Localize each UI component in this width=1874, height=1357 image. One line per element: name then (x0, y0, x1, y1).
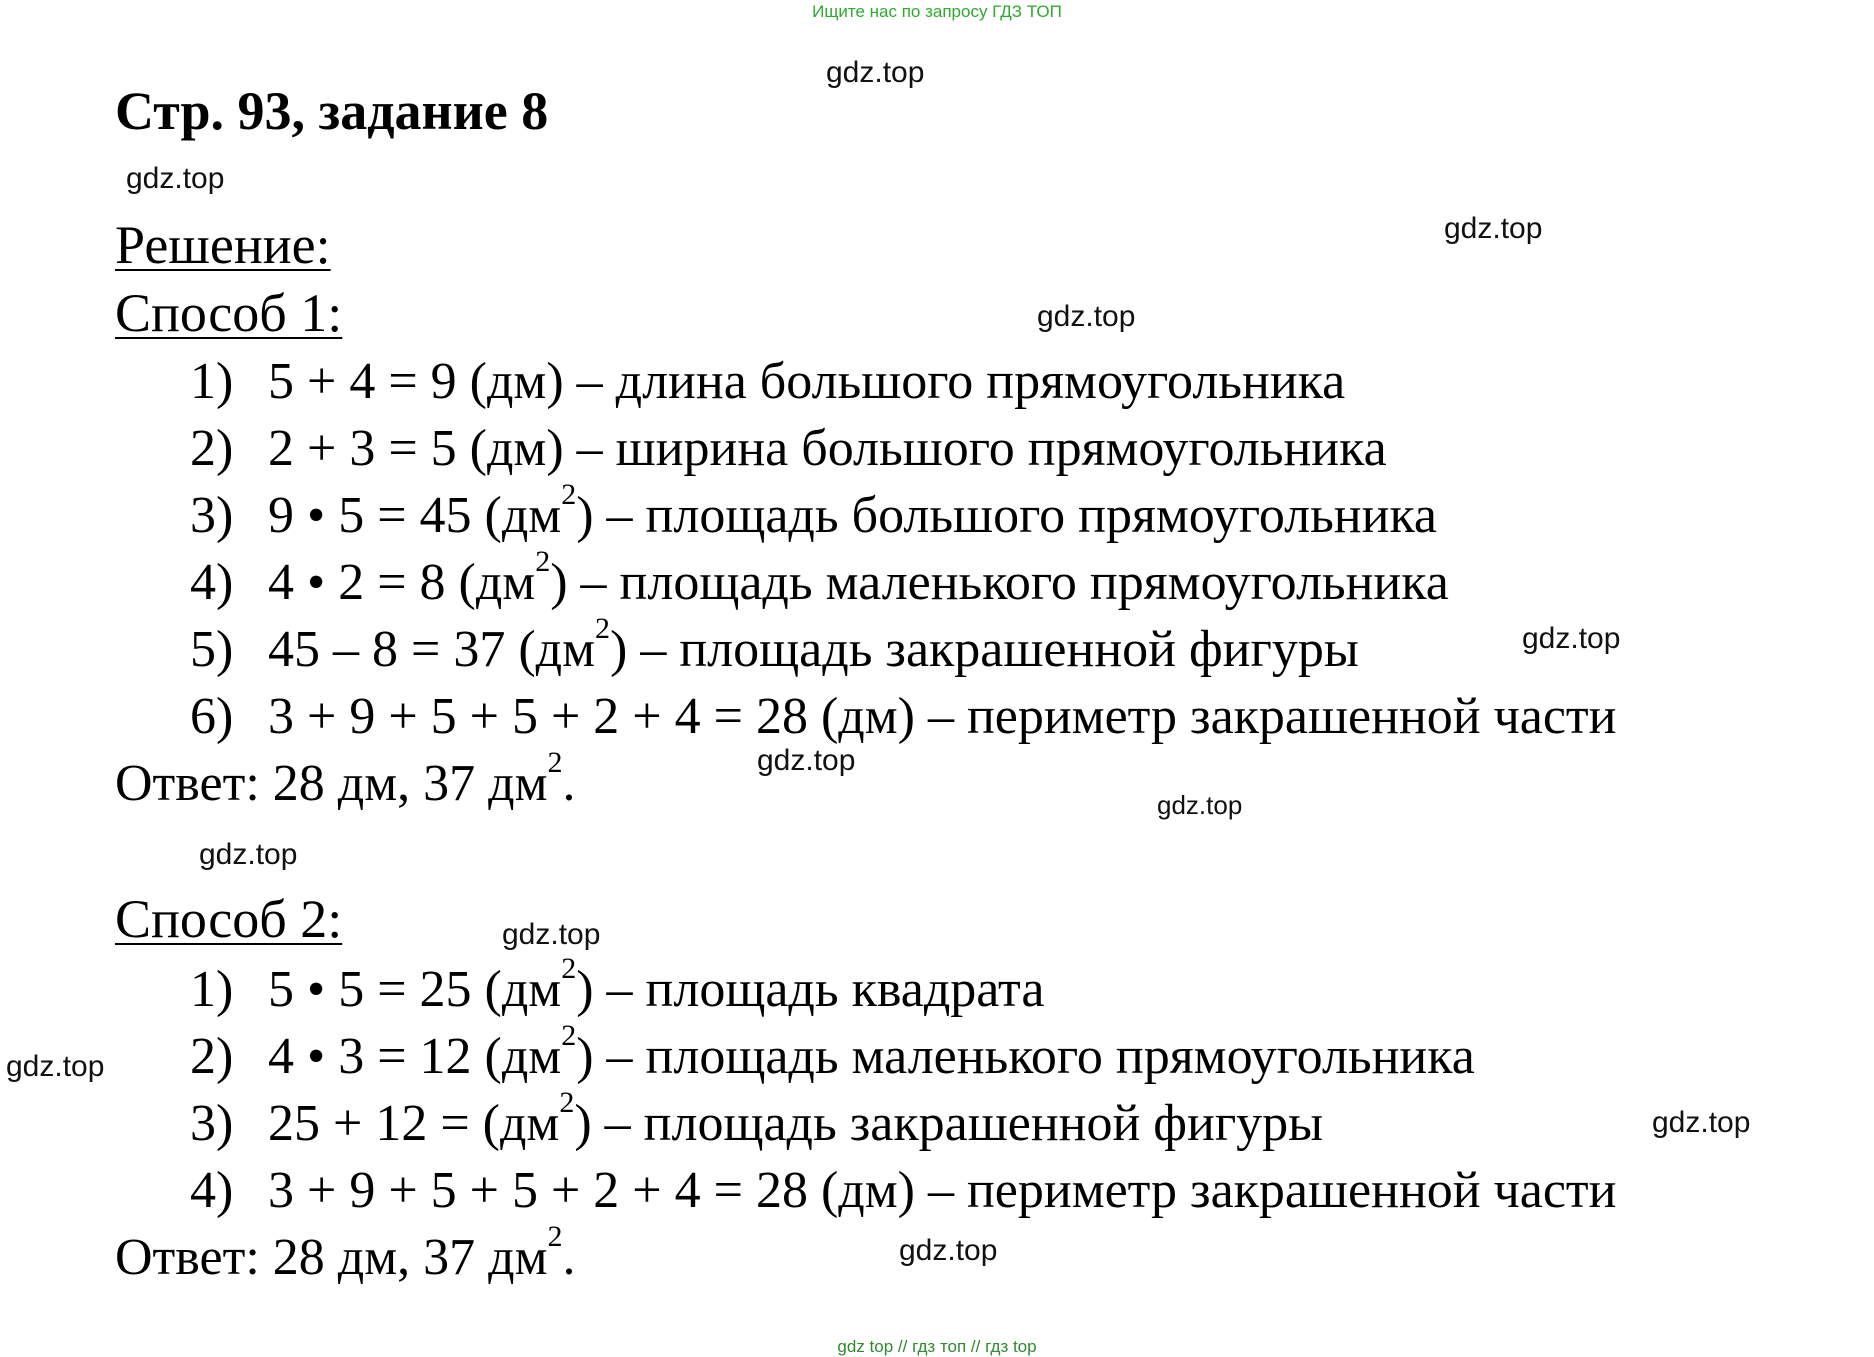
watermark: gdz.top (126, 162, 225, 195)
watermark: gdz.top (199, 838, 298, 871)
method2-heading: Способ 2: (115, 889, 343, 949)
method1-step-6: 6) 3 + 9 + 5 + 5 + 2 + 4 = 28 (дм) – периметр закрашенной части (190, 688, 1617, 745)
watermark: gdz.top (899, 1234, 998, 1267)
method1-answer: Ответ: 28 дм, 37 $дм^2$. (115, 746, 576, 812)
watermark: gdz.top (1522, 622, 1621, 655)
method2-step-4: 4) 3 + 9 + 5 + 5 + 2 + 4 = 28 (дм) – периметр закрашенной части (190, 1162, 1617, 1219)
method2-step-2: 2) 4 • 3 = 12 $(дм^2)$ – площадь маленького прямоугольника (190, 1019, 1475, 1085)
watermark: gdz.top (826, 56, 925, 89)
method1-step-3: 3) 9 • 5 = 45 $(дм^2)$ – площадь большого прямоугольника (190, 478, 1438, 544)
watermark: gdz.top (1157, 790, 1243, 820)
watermark: gdz.top (1444, 212, 1543, 245)
watermark: gdz.top (1037, 300, 1136, 333)
watermark: gdz.top (757, 744, 856, 777)
bottom-banner: gdz top // гдз топ // гдз top (837, 1337, 1037, 1356)
method1-step-4: 4) 4 • 2 = 8 $(дм^2)$ – площадь маленького прямоугольника (190, 545, 1449, 611)
solution-heading: Решение: (115, 215, 331, 275)
method1-step-2: 2) 2 + 3 = 5 (дм) – ширина большого прямоугольника (190, 420, 1387, 477)
method2-step-1: 1) 5 • 5 = 25 $(дм^2)$ – площадь квадрата (190, 952, 1045, 1018)
page-title: Стр. 93, задание 8 (115, 81, 549, 141)
method1-step-5: 5) 45 – 8 = 37 $(дм^2)$ – площадь закрашенной фигуры (190, 612, 1359, 678)
watermark: gdz.top (1652, 1106, 1751, 1139)
watermark: gdz.top (502, 918, 601, 951)
method2-answer: Ответ: 28 дм, 37 $дм^2$. (115, 1220, 576, 1286)
method1-step-1: 1) 5 + 4 = 9 (дм) – длина большого прямоугольника (190, 353, 1346, 410)
method1-heading: Способ 1: (115, 283, 343, 343)
method2-step-3: 3) $25 + 12 = (дм^2)$ – площадь закрашенной фигуры (190, 1086, 1324, 1152)
top-banner: Ищите нас по запросу ГДЗ ТОП (812, 2, 1062, 21)
watermark: gdz.top (6, 1050, 105, 1083)
